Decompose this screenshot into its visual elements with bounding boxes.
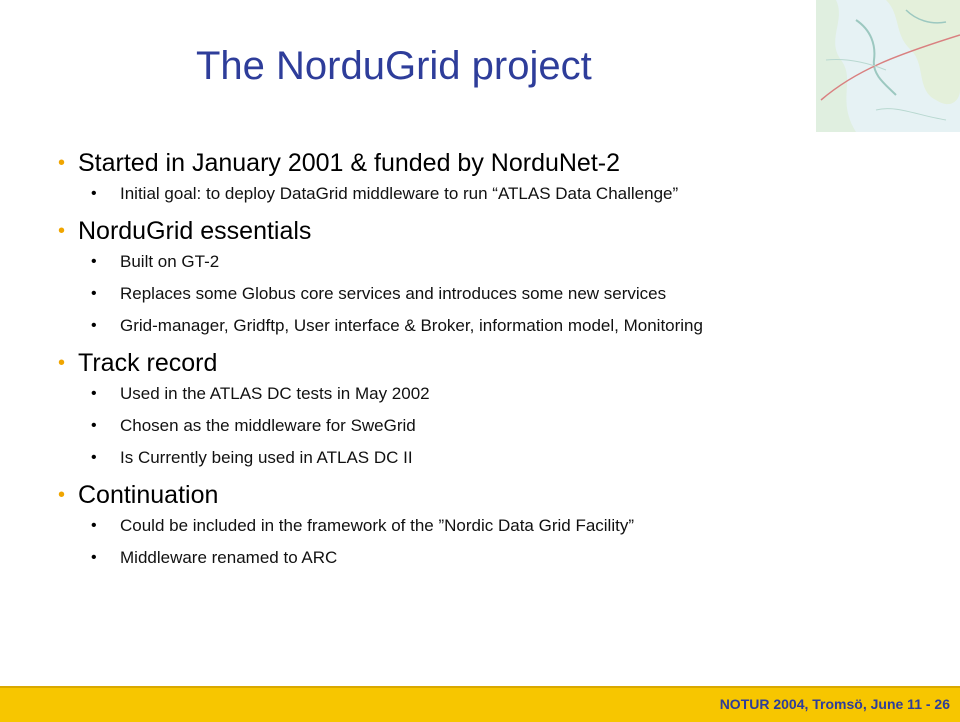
bullet-text: Continuation — [78, 481, 219, 509]
bullet-item — [58, 348, 918, 378]
bullet-text: Track record — [78, 349, 218, 377]
sub-bullet-text: Built on GT-2 — [120, 252, 220, 271]
sub-list — [58, 184, 918, 204]
bullet-text: Started in January 2001 & funded by NorduNet-2 — [78, 149, 621, 177]
footer-text: NOTUR 2004, Tromsö, June 11 - 26 — [719, 696, 950, 712]
sub-bullet-text: Middleware renamed to ARC — [120, 548, 338, 567]
bullet-dot-icon: • — [91, 549, 97, 566]
sub-bullet-text: Could be included in the framework of the ”Nordic Data Grid Facility” — [120, 516, 634, 535]
bullet-dot-icon: • — [58, 484, 66, 506]
sub-bullet-item — [58, 252, 918, 272]
sub-bullet-text: Used in the ATLAS DC tests in May 2002 — [120, 384, 430, 403]
sub-bullet-item — [58, 416, 918, 436]
sub-bullet-item — [58, 184, 918, 204]
bullet-item — [58, 480, 918, 510]
bullet-dot-icon: • — [91, 285, 97, 302]
bullet-text: NorduGrid essentials — [78, 217, 312, 245]
bullet-dot-icon: • — [91, 185, 97, 202]
sub-bullet-text: Grid-manager, Gridftp, User interface & Broker, information model, Monitoring — [120, 316, 703, 335]
sub-list — [58, 516, 918, 568]
sub-bullet-text: Chosen as the middleware for SweGrid — [120, 416, 416, 435]
sub-list — [58, 252, 918, 336]
sub-bullet-text: Replaces some Globus core services and introduces some new services — [120, 284, 667, 303]
sub-bullet-item — [58, 316, 918, 336]
bullet-dot-icon: • — [58, 352, 66, 374]
bullet-dot-icon: • — [91, 317, 97, 334]
sub-bullet-item — [58, 384, 918, 404]
sub-bullet-item — [58, 448, 918, 468]
footer-bar — [0, 686, 960, 722]
bullet-dot-icon: • — [58, 152, 66, 174]
bullet-dot-icon: • — [91, 517, 97, 534]
sub-bullet-item — [58, 548, 918, 568]
slide-title: The NorduGrid project — [196, 44, 592, 88]
sub-bullet-text: Initial goal: to deploy DataGrid middleware to run “ATLAS Data Challenge” — [120, 184, 679, 203]
sub-bullet-item — [58, 516, 918, 536]
bullet-dot-icon: • — [91, 385, 97, 402]
bullet-item — [58, 216, 918, 246]
bullet-dot-icon: • — [91, 253, 97, 270]
sub-list — [58, 384, 918, 468]
bullet-list — [58, 148, 918, 580]
bullet-dot-icon: • — [58, 220, 66, 242]
nordic-map-icon — [816, 0, 960, 132]
bullet-dot-icon: • — [91, 449, 97, 466]
bullet-dot-icon: • — [91, 417, 97, 434]
sub-bullet-text: Is Currently being used in ATLAS DC II — [120, 448, 413, 467]
bullet-item — [58, 148, 918, 178]
sub-bullet-item — [58, 284, 918, 304]
